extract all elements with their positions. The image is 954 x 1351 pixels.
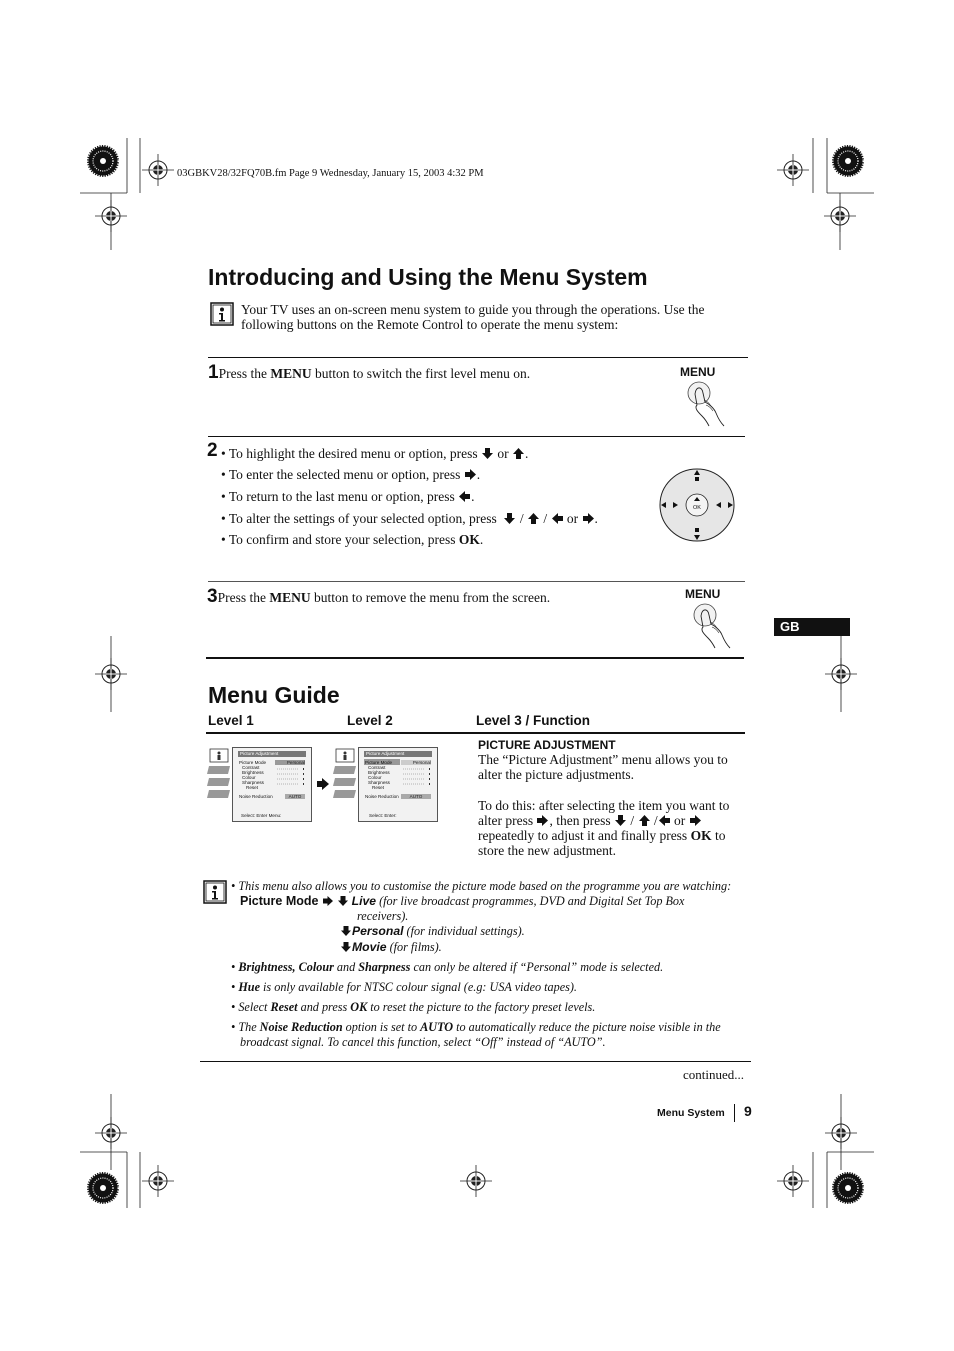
step2-bullet-confirm: • To confirm and store your selection, press OK. <box>221 532 484 547</box>
noise-reduction-value: AUTO <box>285 794 305 799</box>
arrow-down-icon <box>614 814 627 827</box>
remote-navigation-pad-icon <box>658 467 736 543</box>
menu-item: Reset <box>372 785 385 790</box>
menu-item: Picture Mode <box>239 760 267 765</box>
arrow-down-icon <box>340 941 352 953</box>
noise-reduction-value: AUTO <box>401 794 431 799</box>
picture-adjustment-howto: To do this: after selecting the item you want to alter press , then press / / or repeatedly to adjust it and finally press OK to store the new adjustment. <box>478 798 730 858</box>
arrow-down-icon <box>481 447 494 460</box>
step3: 3Press the MENU button to remove the menu from the screen. <box>207 586 551 607</box>
footer-divider <box>734 1104 735 1122</box>
menu-item: Sharpness <box>368 780 390 785</box>
picture-mode-value: Personal <box>275 760 305 765</box>
menu-item: Brightness <box>368 770 390 775</box>
menu-screen-footer: Select: Enter Menu: <box>241 813 282 818</box>
hand-press-menu-icon <box>690 602 732 650</box>
picture-adjustment-heading: PICTURE ADJUSTMENT <box>478 738 616 752</box>
note-reset: • Select Reset and press OK to reset the picture to the factory preset levels. <box>231 1000 596 1014</box>
notes-bottom-rule <box>200 1061 751 1062</box>
picture-adjustment-desc: The “Picture Adjustment” menu allows you to alter the picture adjustments. <box>478 752 728 782</box>
menu-item: Reset <box>246 785 259 790</box>
note-customise: • This menu also allows you to customise the picture mode based on the programme you are watching: <box>231 879 732 893</box>
note-brightness: • Brightness, Colour and Sharpness can only be altered if “Personal” mode is selected. <box>231 960 664 974</box>
menu-item: Colour <box>242 775 256 780</box>
note-noise-reduction: • The Noise Reduction option is set to AUTO to automatically reduce the picture noise visible in the <box>231 1020 721 1034</box>
step2-rule <box>208 436 745 437</box>
menu-icon-strip <box>332 747 360 807</box>
menu-screen-footer: Select: Enter: <box>369 813 397 818</box>
menu-screen-level1 <box>206 747 312 822</box>
menu-item: Sharpness <box>242 780 264 785</box>
step1-menu-label: MENU <box>680 365 716 379</box>
picture-mode-value: Personal <box>401 760 431 765</box>
menu-icon-strip <box>206 747 234 807</box>
arrow-right-icon <box>316 777 330 791</box>
note-noise-reduction-cont: broadcast signal. To cancel this function, select “Off” instead of “AUTO”. <box>240 1035 606 1049</box>
menu-item: Contrast <box>242 765 260 770</box>
page-title: Introducing and Using the Menu System <box>208 264 648 290</box>
note-picture-mode-movie: Movie (for films). <box>340 940 442 955</box>
arrow-right-icon <box>536 814 549 827</box>
menu-screen-title: Picture Adjustment <box>238 751 306 757</box>
guide-header-rule <box>206 732 745 734</box>
step2-bullet-enter: • To enter the selected menu or option, press . <box>221 467 481 482</box>
menu-screen-title: Picture Adjustment <box>364 751 432 757</box>
footer-section: Menu System <box>657 1107 725 1119</box>
step3-bottom-rule <box>206 657 744 659</box>
arrow-up-icon <box>638 814 651 827</box>
menu-item: Noise Reduction <box>365 794 399 799</box>
arrow-down-icon <box>340 925 352 937</box>
info-icon <box>210 302 234 326</box>
menu-item: Colour <box>368 775 382 780</box>
arrow-left-icon <box>658 814 671 827</box>
arrow-down-icon <box>337 895 349 907</box>
step1-rule <box>208 357 748 358</box>
page-number: 9 <box>744 1103 752 1119</box>
step3-menu-label: MENU <box>685 587 721 601</box>
column-level1: Level 1 <box>208 713 254 728</box>
step3-rule <box>208 581 745 582</box>
arrow-right-icon <box>464 468 477 481</box>
note-picture-mode-personal: Personal (for individual settings). <box>340 924 525 939</box>
info-icon <box>203 880 227 904</box>
file-info: 03GBKV28/32FQ70B.fm Page 9 Wednesday, January 15, 2003 4:32 PM <box>177 168 484 179</box>
ok-button-label: OK <box>693 505 701 511</box>
language-tab: GB <box>774 618 850 636</box>
step2-number: 2 <box>207 440 218 461</box>
step1: 1Press the MENU button to switch the first level menu on. <box>208 362 531 383</box>
menu-guide-title: Menu Guide <box>208 682 340 708</box>
hand-press-menu-icon <box>684 380 726 428</box>
step2-bullet-alter: • To alter the settings of your selected option, press / / or . <box>221 511 598 526</box>
intro-text: Your TV uses an on-screen menu system to guide you through the operations. Use the following buttons on the Remote Control to operate the menu system: <box>241 302 705 332</box>
step2-bullet-highlight: • To highlight the desired menu or option, press or . <box>221 446 529 461</box>
arrow-left-icon <box>458 490 471 503</box>
arrow-up-icon <box>527 512 540 525</box>
arrow-right-icon <box>322 895 334 907</box>
menu-item: Contrast <box>368 765 386 770</box>
note-live-cont: receivers). <box>357 909 409 923</box>
arrow-down-icon <box>503 512 516 525</box>
note-picture-mode-live: Picture Mode Live (for live broadcast programmes, DVD and Digital Set Top Box <box>240 894 685 908</box>
continued-text: continued... <box>683 1067 745 1082</box>
arrow-right-icon <box>689 814 702 827</box>
column-level2: Level 2 <box>347 713 393 728</box>
column-level3: Level 3 / Function <box>476 713 591 728</box>
menu-item: Noise Reduction <box>239 794 273 799</box>
arrow-right-icon <box>582 512 595 525</box>
menu-screen-level2 <box>332 747 438 822</box>
arrow-left-icon <box>551 512 564 525</box>
step2-bullet-return: • To return to the last menu or option, press . <box>221 489 475 504</box>
note-hue: • Hue is only available for NTSC colour signal (e.g: USA video tapes). <box>231 980 577 994</box>
menu-item: Picture Mode <box>365 760 393 765</box>
menu-item: Brightness <box>242 770 264 775</box>
arrow-up-icon <box>512 447 525 460</box>
